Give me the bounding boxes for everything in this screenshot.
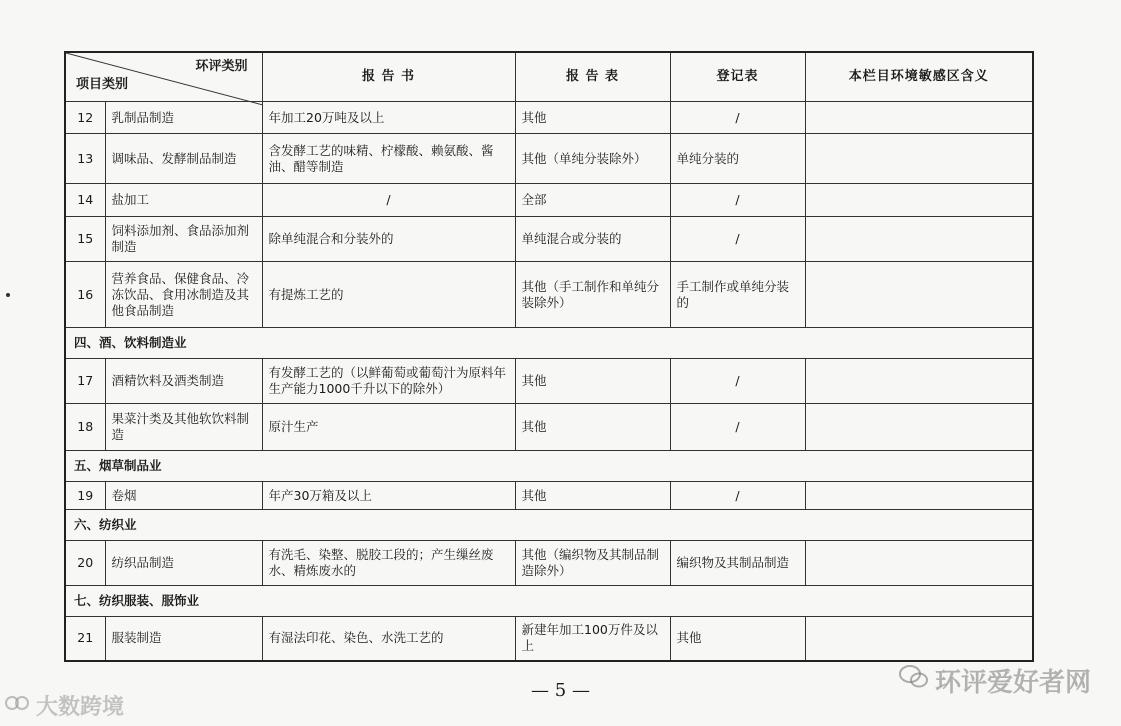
row-report-form: 其他 — [515, 359, 670, 404]
row-number: 15 — [65, 217, 105, 262]
row-sensitive — [805, 482, 1033, 510]
row-report-form: 其他 — [515, 404, 670, 451]
row-report-form: 其他（单纯分装除外） — [515, 134, 670, 184]
row-number: 16 — [65, 262, 105, 328]
row-sensitive — [805, 404, 1033, 451]
row-report-book: 含发酵工艺的味精、柠檬酸、赖氨酸、酱油、醋等制造 — [262, 134, 515, 184]
section-title: 五、烟草制品业 — [65, 451, 1033, 482]
row-sensitive — [805, 134, 1033, 184]
row-category: 果菜汁类及其他软饮料制造 — [105, 404, 262, 451]
row-number: 18 — [65, 404, 105, 451]
row-number: 14 — [65, 184, 105, 217]
watermark-right — [899, 662, 1091, 699]
row-report-book: 年产30万箱及以上 — [262, 482, 515, 510]
section-row — [65, 586, 1033, 617]
row-report-book: 有提炼工艺的 — [262, 262, 515, 328]
row-category: 盐加工 — [105, 184, 262, 217]
page-number: — 5 — — [531, 680, 590, 701]
row-category: 乳制品制造 — [105, 102, 262, 134]
row-report-book: 有湿法印花、染色、水洗工艺的 — [262, 617, 515, 661]
row-report-form: 全部 — [515, 184, 670, 217]
row-registration: 编织物及其制品制造 — [670, 541, 805, 586]
watermark-left — [4, 690, 124, 721]
row-sensitive — [805, 541, 1033, 586]
row-category: 饲料添加剂、食品添加剂制造 — [105, 217, 262, 262]
table-row — [65, 404, 1033, 451]
row-category: 服装制造 — [105, 617, 262, 661]
row-registration: / — [670, 404, 805, 451]
row-report-book: 年加工20万吨及以上 — [262, 102, 515, 134]
row-number: 20 — [65, 541, 105, 586]
corner-top-label: 环评类别 — [195, 59, 248, 74]
row-report-book: / — [262, 184, 515, 217]
row-sensitive — [805, 262, 1033, 328]
section-row — [65, 328, 1033, 359]
row-report-form: 其他 — [515, 482, 670, 510]
row-registration: / — [670, 482, 805, 510]
section-title: 六、纺织业 — [65, 510, 1033, 541]
brand-logo-icon — [4, 693, 30, 719]
section-row — [65, 510, 1033, 541]
table-row — [65, 359, 1033, 404]
row-category: 调味品、发酵制品制造 — [105, 134, 262, 184]
header-sensitive-area: 本栏目环境敏感区含义 — [805, 52, 1033, 102]
section-title: 四、酒、饮料制造业 — [65, 328, 1033, 359]
corner-header — [65, 52, 262, 102]
row-report-book: 除单纯混合和分装外的 — [262, 217, 515, 262]
header-report-book: 报 告 书 — [262, 52, 515, 102]
watermark-left-text: 大数跨境 — [36, 695, 125, 720]
row-category: 营养食品、保健食品、冷冻饮品、食用冰制造及其他食品制造 — [105, 262, 262, 328]
section-title: 七、纺织服装、服饰业 — [65, 586, 1033, 617]
table-row — [65, 541, 1033, 586]
row-registration: 单纯分装的 — [670, 134, 805, 184]
watermark-right-text: 环评爱好者网 — [934, 668, 1091, 698]
row-report-form: 其他（编织物及其制品制造除外） — [515, 541, 670, 586]
table-row — [65, 262, 1033, 328]
row-registration: / — [670, 184, 805, 217]
row-registration: 其他 — [670, 617, 805, 661]
row-report-form: 其他（手工制作和单纯分装除外） — [515, 262, 670, 328]
row-number: 12 — [65, 102, 105, 134]
table-row — [65, 617, 1033, 661]
row-report-form: 新建年加工100万件及以上 — [515, 617, 670, 661]
row-sensitive — [805, 102, 1033, 134]
row-sensitive — [805, 359, 1033, 404]
row-report-book: 有洗毛、染整、脱胶工段的；产生缫丝废水、精炼废水的 — [262, 541, 515, 586]
row-registration: / — [670, 359, 805, 404]
row-report-book: 原汁生产 — [262, 404, 515, 451]
row-registration: / — [670, 102, 805, 134]
header-row — [65, 52, 1033, 102]
table-row — [65, 102, 1033, 134]
row-number: 21 — [65, 617, 105, 661]
table-row — [65, 482, 1033, 510]
corner-bottom-label: 项目类别 — [76, 77, 129, 92]
row-number: 19 — [65, 482, 105, 510]
row-report-book: 有发酵工艺的（以鲜葡萄或葡萄汁为原料年生产能力1000千升以下的除外） — [262, 359, 515, 404]
section-row — [65, 451, 1033, 482]
row-category: 酒精饮料及酒类制造 — [105, 359, 262, 404]
table-row — [65, 184, 1033, 217]
row-number: 13 — [65, 134, 105, 184]
row-sensitive — [805, 184, 1033, 217]
classification-table — [64, 51, 1034, 662]
table-row — [65, 134, 1033, 184]
row-number: 17 — [65, 359, 105, 404]
header-report-form: 报 告 表 — [515, 52, 670, 102]
row-sensitive — [805, 617, 1033, 661]
table-row — [65, 217, 1033, 262]
row-registration: / — [670, 217, 805, 262]
scan-speck — [6, 293, 10, 297]
row-registration: 手工制作或单纯分装的 — [670, 262, 805, 328]
wechat-icon — [899, 664, 929, 697]
row-report-form: 其他 — [515, 102, 670, 134]
row-category: 卷烟 — [105, 482, 262, 510]
row-report-form: 单纯混合或分装的 — [515, 217, 670, 262]
header-registration: 登记表 — [670, 52, 805, 102]
row-category: 纺织品制造 — [105, 541, 262, 586]
row-sensitive — [805, 217, 1033, 262]
